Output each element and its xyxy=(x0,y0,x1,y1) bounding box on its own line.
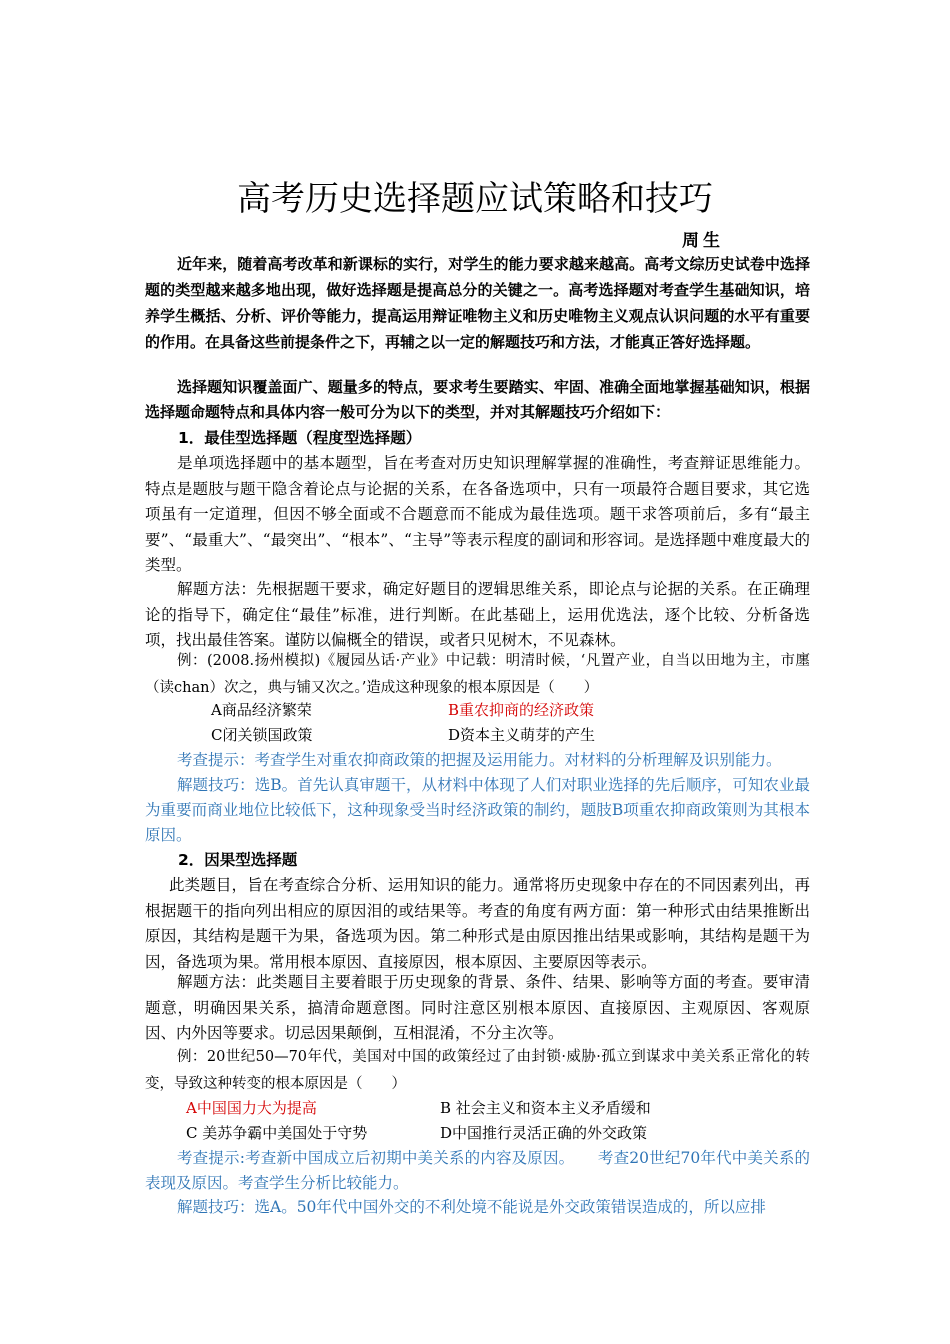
section-2-description: 此类题目，旨在考查综合分析、运用知识的能力。通常将历史现象中存在的不同因素列出，再根据题干的指向列出相应的原因泪的或结果等。考查的角度有两方面：第一种形式由结果推断出原因，其结构是题干为果，备选项为因。第二种形式是由原因推出结果或影响，其结构是题干为因，备选项为果。常用根本原因、直接原因，根本原因、主要原因等表示。 xyxy=(145,876,810,971)
author-name: 周生 xyxy=(682,231,724,251)
section-1-example: 例：(2008.扬州模拟)《履园丛话·产业》中记载：明清时候，‘凡置产业，自当以田地为主，市廛（读chan）次之，典与铺又次之。’造成这种现象的根本原因是（ ） xyxy=(145,653,810,696)
option-d: D资本主义萌芽的产生 xyxy=(448,726,596,744)
intro-paragraph-1: 近年来，随着高考改革和新课标的实行，对学生的能力要求越来越高。高考文综历史试卷中选择题的类型越来越多地出现，做好选择题是提高总分的关键之一。高考选择题对考查学生基础知识，培养学生概括、分析、评价等能力，提高运用辩证唯物主义和历史唯物主义观点认识问题的水平有重要的作用。在具备这些前提条件之下，再辅之以一定的解题技巧和方法，才能真正答好选择题。 xyxy=(145,255,810,351)
section-1-method: 解题方法：先根据题干要求，确定好题目的逻辑思维关系，即论点与论据的关系。在正确理论的指导下，确定住“最佳”标准，进行判断。在此基础上，运用优选法，逐个比较、分析备选项，找出最佳答案。谨防以偏概全的错误，或者只见树木，不见森林。 xyxy=(145,580,810,649)
option-b-answer: B重农抑商的经济政策 xyxy=(448,701,595,719)
option-c: C 美苏争霸中美国处于守势 xyxy=(186,1124,368,1142)
section-2-example: 例：20世纪50—70年代，美国对中国的政策经过了由封锁·威胁·孤立到谋求中美关系正常化的转变，导致这种转变的根本原因是（ ） xyxy=(145,1049,810,1092)
option-c: C闭关锁国政策 xyxy=(211,726,313,744)
section-2-tip: 解题技巧：选A。50年代中国外交的不利处境不能说是外交政策错误造成的，所以应排 xyxy=(177,1198,766,1216)
option-b: B 社会主义和资本主义矛盾缓和 xyxy=(440,1099,651,1117)
option-d: D中国推行灵活正确的外交政策 xyxy=(440,1124,648,1142)
option-a-answer: A中国国力大为提高 xyxy=(186,1099,317,1117)
section-2-hint: 考查提示:考查新中国成立后初期中美关系的内容及原因。 考查20世纪70年代中美关系的表现及原因。考查学生分析比较能力。 xyxy=(145,1149,810,1192)
section-2-method: 解题方法：此类题目主要着眼于历史现象的背景、条件、结果、影响等方面的考查。要审清题意，明确因果关系，搞清命题意图。同时注意区别根本原因、直接原因、主观原因、客观原因、内外因等要求。切忌因果颠倒，互相混淆，不分主次等。 xyxy=(145,973,810,1042)
section-1-description: 是单项选择题中的基本题型，旨在考查对历史知识理解掌握的准确性，考查辩证思维能力。特点是题肢与题干隐含着论点与论据的关系，在各备选项中，只有一项最符合题目要求，其它选项虽有一定道理，但因不够全面或不合题意而不能成为最佳选项。题干求答项前后，多有“最主要”、“最重大”、“最突出”、“根本”、“主导”等表示程度的副词和形容词。是选择题中难度最大的类型。 xyxy=(145,454,810,574)
section-1-heading: 1．最佳型选择题（程度型选择题） xyxy=(178,429,422,447)
section-2-heading: 2．因果型选择题 xyxy=(178,851,298,869)
section-1-tip: 解题技巧：选B。首先认真审题干，从材料中体现了人们对职业选择的先后顺序，可知农业最为重要而商业地位比较低下，这种现象受当时经济政策的制约，题肢B项重农抑商政策则为其根本原因。 xyxy=(145,776,810,844)
option-a: A商品经济繁荣 xyxy=(211,701,312,719)
intro-paragraph-2: 选择题知识覆盖面广、题量多的特点，要求考生要踏实、牢固、准确全面地掌握基础知识，根据选择题命题特点和具体内容一般可分为以下的类型，并对其解题技巧介绍如下： xyxy=(145,378,810,421)
page-title: 高考历史选择题应试策略和技巧 xyxy=(237,179,713,219)
section-1-hint: 考查提示：考查学生对重农抑商政策的把握及运用能力。对材料的分析理解及识别能力。 xyxy=(177,751,782,769)
